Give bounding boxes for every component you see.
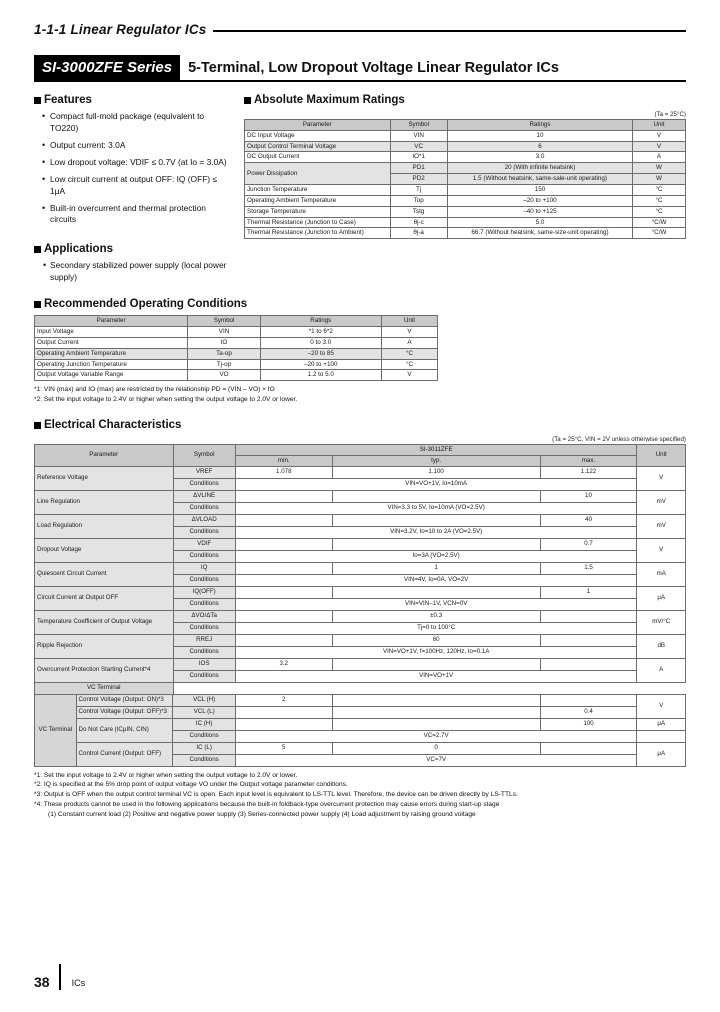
cell-symbol: IO <box>188 337 261 348</box>
footer-label: ICs <box>71 978 86 988</box>
cell-symbol: IO*1 <box>390 152 447 163</box>
cell-conditions-label: Conditions <box>173 730 235 742</box>
cell-parameter: Thermal Resistance (Junction to Case) <box>245 217 391 228</box>
table-row <box>35 337 438 348</box>
cell-typ <box>332 718 540 730</box>
cell-conditions: Tj=0 to 100°C <box>235 622 637 634</box>
cell-unit: mA <box>637 562 686 586</box>
cell-max: 1.5 <box>540 562 637 574</box>
rec-cond-section <box>34 298 686 405</box>
cell-unit: °C/W <box>633 217 686 228</box>
cell-parameter: Circuit Current at Output OFF <box>35 586 174 610</box>
cell-parameter: Ripple Rejection <box>35 634 174 658</box>
applications-item: • Secondary stabilized power supply (local power supply) <box>34 260 234 284</box>
abs-max-note: (Ta = 25°C) <box>654 111 686 118</box>
cell-symbol: Tj-op <box>188 359 261 370</box>
col-unit: Unit <box>381 316 437 327</box>
cell-conditions: VIN=3.2V, Io=10 to 2A (VO=2.5V) <box>235 526 637 538</box>
cell-unit: μA <box>637 742 686 766</box>
footnote-2: *2: IQ is specified at the 5% drop point of output voltage VO under the Output voltage parameter conditions. <box>34 781 348 789</box>
cell-parameter: Operating Junction Temperature <box>35 359 188 370</box>
cell-symbol: VDIF <box>173 538 235 550</box>
col-symbol: Symbol <box>188 316 261 327</box>
col-typ: typ. <box>332 455 540 466</box>
cell-conditions: VIN=3.3 to 5V, Io=10mA (VO=2.5V) <box>235 502 637 514</box>
cell-typ <box>332 490 540 502</box>
table-row <box>35 562 686 574</box>
cell-parameter: Control Voltage (Output: OFF)*3 <box>76 706 173 718</box>
cell-max <box>540 742 637 754</box>
cell-max: 1.122 <box>540 466 637 478</box>
bullet-square-icon <box>244 97 251 104</box>
col-device: SI-3011ZFE <box>235 445 637 456</box>
col-parameter: Parameter <box>245 120 391 131</box>
cell-unit: °C/W <box>633 228 686 239</box>
cell-rating: –20 to +100 <box>447 195 632 206</box>
series-badge: SI-3000ZFE Series <box>34 55 180 80</box>
cell-typ: ±0.3 <box>332 610 540 622</box>
cell-symbol: θj-c <box>390 217 447 228</box>
table-row <box>35 490 686 502</box>
footer-divider <box>59 964 61 990</box>
cell-conditions: Io=3A (VO=2.5V) <box>235 550 637 562</box>
cell-vc-group-label: VC Terminal <box>35 694 77 766</box>
cell-max <box>540 634 637 646</box>
cell-symbol: Tstg <box>390 206 447 217</box>
cell-min: 3.2 <box>235 658 332 670</box>
section-label: 1-1-1 Linear Regulator ICs <box>34 22 207 37</box>
cell-parameter: Overcurrent Protection Starting Current*4 <box>35 658 174 682</box>
table-row <box>245 130 686 141</box>
features-list <box>34 111 234 226</box>
cell-unit: V <box>637 538 686 562</box>
cell-max: 40 <box>540 514 637 526</box>
cell-typ <box>332 658 540 670</box>
right-column <box>244 94 686 239</box>
cell-typ <box>332 706 540 718</box>
cell-typ: 0 <box>332 742 540 754</box>
table-row <box>35 682 686 694</box>
cell-symbol: Tj <box>390 185 447 196</box>
title-description: 5-Terminal, Low Dropout Voltage Linear Regulator ICs <box>188 59 559 76</box>
cell-parameter: Operating Ambient Temperature <box>35 348 188 359</box>
table-row <box>35 466 686 478</box>
cell-max: 0.7 <box>540 538 637 550</box>
cell-conditions: VIN=VO+1V <box>235 670 637 682</box>
cell-rating: 0 to 3.0 <box>260 337 381 348</box>
cell-conditions-label: Conditions <box>173 502 235 514</box>
cell-rating: 3.0 <box>447 152 632 163</box>
cell-min <box>235 562 332 574</box>
cell-vc-group-label: VC Terminal <box>35 682 174 694</box>
cell-conditions: VIN=4V, Io=0A, VO=2V <box>235 574 637 586</box>
bullet-square-icon <box>34 422 41 429</box>
table-header-row <box>35 316 438 327</box>
col-parameter: Parameter <box>35 316 188 327</box>
cell-max <box>540 610 637 622</box>
cell-conditions: VIN=VIN–1V, VCN=0V <box>235 598 637 610</box>
cell-min <box>235 706 332 718</box>
cell-max: 100 <box>540 718 637 730</box>
header-rule <box>213 30 687 32</box>
cell-rating: –20 to 85 <box>260 348 381 359</box>
cell-unit: mV <box>637 514 686 538</box>
cell-parameter: Dropout Voltage <box>35 538 174 562</box>
cell-parameter: Output Voltage Variable Range <box>35 370 188 381</box>
cell-symbol: ΔVO/ΔTa <box>173 610 235 622</box>
cell-parameter: Quiescent Circuit Current <box>35 562 174 586</box>
cell-parameter: Storage Temperature <box>245 206 391 217</box>
table-row <box>35 610 686 622</box>
cell-conditions-label: Conditions <box>173 646 235 658</box>
col-ratings: Ratings <box>260 316 381 327</box>
cell-rating: 5.0 <box>447 217 632 228</box>
footnote-4: *4: These products cannot be used in the following applications because the built-in foldback-type overcurrent protection may cause errors during start-up stage <box>34 801 500 809</box>
cell-rating: 150 <box>447 185 632 196</box>
cell-unit: °C <box>381 348 437 359</box>
cell-symbol: IQ(OFF) <box>173 586 235 598</box>
cell-typ <box>332 694 540 706</box>
applications-heading-text: Applications <box>44 243 114 256</box>
cell-parameter: Control Current (Output: OFF) <box>76 742 173 766</box>
table-row <box>245 206 686 217</box>
cell-unit: V <box>381 326 437 337</box>
table-row <box>35 706 686 718</box>
vc-terminal-table <box>34 694 686 767</box>
features-heading <box>34 94 234 106</box>
list-item: • Low dropout voltage: VDIF ≤ 0.7V (at Io = 3.0A) <box>43 157 234 169</box>
list-item: • Low circuit current at output OFF: IQ (OFF) ≤ 1μA <box>43 174 234 198</box>
rec-cond-table <box>34 315 438 381</box>
cell-rating: 1.2 to 5.0 <box>260 370 381 381</box>
left-column <box>34 94 234 284</box>
cell-unit: A <box>637 658 686 682</box>
footnote-5: (1) Constant current load (2) Positive and negative power supply (3) Series-connected power supply (4) Load adjustment by raising ground voltage <box>48 811 476 819</box>
cell-unit: mV <box>637 490 686 514</box>
table-header-row <box>245 120 686 131</box>
table-row <box>245 152 686 163</box>
cell-rating: 10 <box>447 130 632 141</box>
title-bar <box>34 55 686 82</box>
cell-rating: –20 to +100 <box>260 359 381 370</box>
list-item: • Output current: 3.0A <box>43 140 234 152</box>
table-row <box>35 742 686 754</box>
cell-conditions-label: Conditions <box>173 598 235 610</box>
cell-rating: 1.5 (Without heatsink, same-sale-unit operating) <box>447 174 632 185</box>
cell-parameter: Temperature Coefficient of Output Voltage <box>35 610 174 634</box>
rec-cond-heading <box>34 298 686 310</box>
applications-heading <box>34 243 234 255</box>
cell-conditions-label: Conditions <box>173 754 235 766</box>
rec-cond-heading-text: Recommended Operating Conditions <box>44 298 248 311</box>
cell-symbol: ΔVLOAD <box>173 514 235 526</box>
cell-symbol: VREF <box>173 466 235 478</box>
cell-conditions: VIN=VO+1V, Io=10mA <box>235 478 637 490</box>
cell-parameter: DC Input Voltage <box>245 130 391 141</box>
cell-typ <box>332 538 540 550</box>
abs-max-table <box>244 119 686 239</box>
cell-symbol: VCL (H) <box>173 694 235 706</box>
cell-unit-empty <box>637 730 686 742</box>
cell-parameter: Output Current <box>35 337 188 348</box>
cell-parameter: Thermal Resistance (Junction to Ambient) <box>245 228 391 239</box>
elec-char-heading <box>34 419 686 431</box>
cell-unit: μA <box>637 718 686 730</box>
cell-conditions: VC=7V <box>235 754 637 766</box>
cell-rating: 66.7 (Without heatsink, same-size-unit operating) <box>447 228 632 239</box>
cell-conditions-label: Conditions <box>173 526 235 538</box>
cell-symbol: VIN <box>188 326 261 337</box>
cell-min <box>235 634 332 646</box>
rec-cond-note-2: *2: Set the input voltage to 2.4V or higher when setting the output voltage to 2.0V or lower. <box>34 396 298 404</box>
cell-symbol: PD1 <box>390 163 447 174</box>
cell-rating: –40 to +125 <box>447 206 632 217</box>
cell-symbol: IC (H) <box>173 718 235 730</box>
cell-rating: *1 to 6*2 <box>260 326 381 337</box>
cell-unit: A <box>381 337 437 348</box>
cell-parameter: Load Regulation <box>35 514 174 538</box>
cell-typ <box>332 586 540 598</box>
cell-symbol: Top <box>390 195 447 206</box>
cell-unit: °C <box>633 185 686 196</box>
cell-min <box>235 586 332 598</box>
cell-min: 1.078 <box>235 466 332 478</box>
cell-symbol: IQ <box>173 562 235 574</box>
cell-typ <box>332 514 540 526</box>
table-row <box>35 359 438 370</box>
cell-symbol: IOS <box>173 658 235 670</box>
cell-conditions-label: Conditions <box>173 622 235 634</box>
cell-symbol: ΔVLINE <box>173 490 235 502</box>
col-unit: Unit <box>637 445 686 467</box>
cell-parameter: Line Regulation <box>35 490 174 514</box>
cell-unit: W <box>633 163 686 174</box>
cell-symbol: PD2 <box>390 174 447 185</box>
cell-parameter: Power Dissipation <box>245 163 391 185</box>
features-heading-text: Features <box>44 94 92 106</box>
cell-parameter: DC Output Current <box>245 152 391 163</box>
cell-max: 1 <box>540 586 637 598</box>
cell-symbol: VC <box>390 141 447 152</box>
elec-char-note: (Ta = 25°C, VIN = 2V unless otherwise specified) <box>552 436 686 444</box>
table-row <box>245 195 686 206</box>
cell-conditions-label: Conditions <box>173 550 235 562</box>
table-row <box>35 634 686 646</box>
table-row <box>245 228 686 239</box>
table-row <box>35 326 438 337</box>
cell-min <box>235 610 332 622</box>
abs-max-heading <box>244 94 686 106</box>
cell-unit: V <box>381 370 437 381</box>
cell-unit: A <box>633 152 686 163</box>
cell-rating: 20 (With infinite heatsink) <box>447 163 632 174</box>
table-row <box>245 217 686 228</box>
cell-conditions-label: Conditions <box>173 670 235 682</box>
cell-parameter: Output Control Terminal Voltage <box>245 141 391 152</box>
cell-unit: V <box>637 466 686 490</box>
col-min: min. <box>235 455 332 466</box>
cell-min <box>235 490 332 502</box>
table-row <box>245 141 686 152</box>
cell-unit: W <box>633 174 686 185</box>
top-columns <box>34 94 686 284</box>
table-row <box>35 514 686 526</box>
elec-char-section <box>34 419 686 820</box>
cell-unit: °C <box>633 206 686 217</box>
cell-unit: °C <box>633 195 686 206</box>
cell-unit: V <box>637 694 686 718</box>
cell-unit: °C <box>381 359 437 370</box>
cell-min: 2 <box>235 694 332 706</box>
cell-typ: 1 <box>332 562 540 574</box>
cell-symbol: VCL (L) <box>173 706 235 718</box>
table-row <box>35 538 686 550</box>
cell-min <box>235 538 332 550</box>
cell-unit: mV/°C <box>637 610 686 634</box>
bullet-square-icon <box>34 301 41 308</box>
cell-typ: 1.100 <box>332 466 540 478</box>
cell-parameter: Input Voltage <box>35 326 188 337</box>
cell-conditions: VIN=VO+1V, f=100Hz, 120Hz, Io=0.1A <box>235 646 637 658</box>
cell-unit: V <box>633 130 686 141</box>
cell-unit: μA <box>637 586 686 610</box>
table-row <box>245 185 686 196</box>
list-item: • Compact full-mold package (equivalent to TO220) <box>43 111 234 135</box>
table-row <box>35 718 686 730</box>
elec-char-table <box>34 444 686 695</box>
cell-symbol: Ta-op <box>188 348 261 359</box>
table-row <box>35 586 686 598</box>
cell-symbol: VO <box>188 370 261 381</box>
cell-symbol: VIN <box>390 130 447 141</box>
cell-parameter: Junction Temperature <box>245 185 391 196</box>
document-header <box>34 22 686 37</box>
cell-symbol: θj-a <box>390 228 447 239</box>
cell-conditions-label: Conditions <box>173 574 235 586</box>
cell-min <box>235 718 332 730</box>
cell-unit: dB <box>637 634 686 658</box>
abs-max-heading-text: Absolute Maximum Ratings <box>254 94 405 106</box>
col-parameter: Parameter <box>35 445 174 467</box>
cell-symbol: IC (L) <box>173 742 235 754</box>
table-row <box>35 658 686 670</box>
footnote-3: *3: Output is OFF when the output control terminal VC is open. Each input level is equivalent to LS-TTL level. Therefore, the device can be driven directly by LS-TTLs. <box>34 791 518 799</box>
cell-max: 10 <box>540 490 637 502</box>
footnote-1: *1: Set the input voltage to 2.4V or higher when setting the output voltage to 2.0V or lower. <box>34 771 298 779</box>
cell-unit: V <box>633 141 686 152</box>
table-header-row <box>35 445 686 456</box>
cell-parameter: Do Not Care (ICμIN, CIN) <box>76 718 173 742</box>
cell-min <box>235 514 332 526</box>
col-max: max. <box>540 455 637 466</box>
cell-conditions: VC=2.7V <box>235 730 637 742</box>
cell-rating: 6 <box>447 141 632 152</box>
page-footer <box>34 964 686 990</box>
cell-conditions-label: Conditions <box>173 478 235 490</box>
cell-min: 5 <box>235 742 332 754</box>
col-unit: Unit <box>633 120 686 131</box>
rec-cond-note-1: *1: VIN (max) and IO (max) are restricted by the relationship PD = (VIN – VO) × IO <box>34 386 275 394</box>
cell-max <box>540 658 637 670</box>
col-symbol: Symbol <box>173 445 235 467</box>
col-symbol: Symbol <box>390 120 447 131</box>
bullet-square-icon <box>34 97 41 104</box>
cell-parameter: Operating Ambient Temperature <box>245 195 391 206</box>
cell-typ: 60 <box>332 634 540 646</box>
cell-symbol: RREJ <box>173 634 235 646</box>
col-ratings: Ratings <box>447 120 632 131</box>
list-item: • Built-in overcurrent and thermal protection circuits <box>43 203 234 227</box>
table-row <box>35 694 686 706</box>
table-row <box>245 163 686 174</box>
table-row <box>35 370 438 381</box>
cell-max: 0.4 <box>540 706 637 718</box>
page-number: 38 <box>34 974 50 990</box>
bullet-square-icon <box>34 246 41 253</box>
table-row <box>35 348 438 359</box>
elec-char-heading-text: Electrical Characteristics <box>44 419 182 432</box>
cell-parameter: Reference Voltage <box>35 466 174 490</box>
cell-parameter: Control Voltage (Output: ON)*3 <box>76 694 173 706</box>
cell-max <box>540 694 637 706</box>
